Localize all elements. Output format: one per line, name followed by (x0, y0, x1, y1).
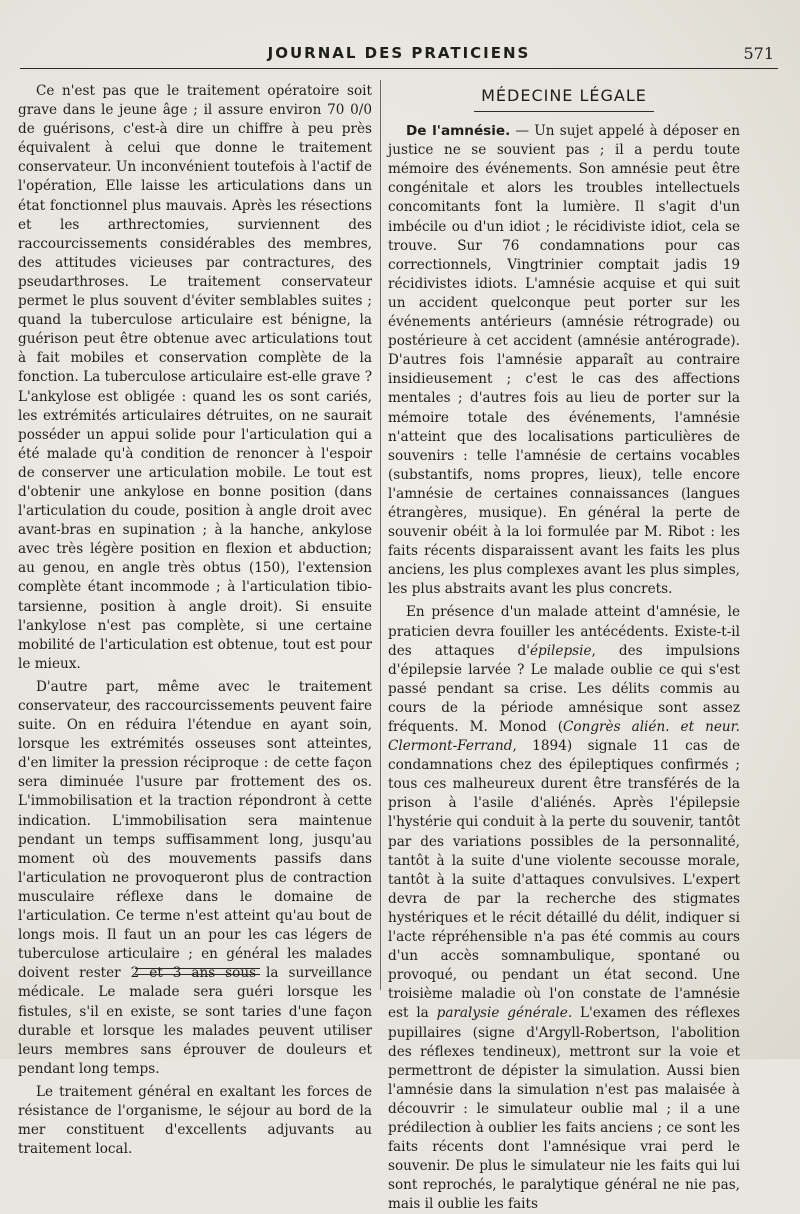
column-divider (380, 80, 381, 990)
text-run: En présence d'un malade atteint d'amnésie, le praticien devra fouiller les antécédents. Existe-t-il des attaques d' (388, 604, 740, 659)
page-number: 571 (743, 44, 774, 63)
running-header (20, 44, 778, 72)
journal-title: JOURNAL DES PRATICIENS (267, 44, 531, 62)
paragraph-amnesia-diagnosis (388, 603, 740, 1214)
article-title: De l'amnésie. (406, 123, 511, 140)
text-run: , 1894) signale 11 cas de condamnations chez des épileptiques confirmés ; tous ces malheureux durent être transférés de la prison à l'asile d'aliénés. Après l'épilepsie l'hystérie qui conduit à la perte du souvenir, tantôt par des variations possibles de la personnalité, tantôt à la suite d'une violente secousse morale, tantôt à la suite d'attaques convulsives. L'expert devra de par la recherche des stigmates hystériques et le récit détaillé du délit, indiquer si l'acte répréhensible n'a pas été commis au cours d'un accès somnambulique, spontané ou provoqué, ou pendant un état second. Une troisième maladie où l'on constate de l'amnésie est la (388, 738, 740, 1022)
header-rule (20, 68, 778, 69)
left-column (18, 82, 372, 1159)
paragraph-amnesia-text: — Un sujet appelé à déposer en justice ne se souvient pas ; il a perdu toute mémoire des événements. Son amnésie peut être congénitale et alors les troubles intellectuels concomitants font la lumière. Il s'agit d'un imbécile ou d'un idiot ; le récidiviste idiot, cela se trouve. Sur 76 condamnations pour cas correctionnels, Vingtrinier comptait jadis 19 récidivistes idiots. L'amnésie acquise et qui suit un accident quelconque peut porter sur les événements antérieurs (amnésie rétrograde) ou postérieure à cet accident (amnésie antérograde). D'autres fois l'amnésie apparaît au contraire insidieusement ; c'est le cas des affections mentales ; d'autres fois au lieu de porter sur la mémoire totale des événements, l'amnésie n'atteint que des localisations particulières de souvenirs : telle l'amnésie de certains vocables (substantifs, noms propres, lieux), telle encore l'amnésie de certaines connaissances (langues étrangères, musique). En général la perte de souvenir obéit à la loi formulée par M. Ribot : les faits récents disparaissent avant les faits les plus anciens, les plus complexes avant les plus simples, les plus abstraits avant les plus concrets. (388, 123, 740, 598)
paragraph-shortening: D'autre part, même avec le traitement conservateur, des raccourcissements peuvent faire suite. On en réduira l'étendue en ayant soin, lorsque les extrémités osseuses sont atteintes, d'en limiter la pression réciproque : de cette façon sera diminuée l'usure par frottement des os. L'immobilisation et la traction répondront à cette indication. L'immobilisation sera maintenue pendant un temps suffisamment long, jusqu'au moment où des mouvements passifs dans l'articulation ne provoqueront plus de contraction musculaire réflexe dans le domaine de l'articulation. Ce terme n'est atteint qu'au bout de longs mois. Il faut un an pour les cas légers de tuberculose articulaire ; en général les malades doivent rester 2 et 3 ans sous la surveillance médicale. Le malade sera guéri lorsque les fistules, s'il en existe, se sont taries d'une façon durable et lorsque les malades peuvent utiliser leurs membres sans éprouver de douleurs et pendant long temps. (18, 678, 372, 1077)
right-column (388, 82, 740, 1214)
section-rule (474, 111, 654, 112)
article-end-rule (135, 968, 260, 975)
italic-term: paralysie générale (436, 1005, 568, 1022)
text-run: , des impulsions d'épilepsie larvée ? Le malade oublie ce qui s'est passé pendant sa crise. Les délits commis au cours de la période amnésique sont assez fréquents. M. Monod ( (388, 642, 741, 735)
italic-citation: Congrès alién. et neur. Clermont-Ferrand (388, 719, 740, 755)
section-title: MÉDECINE LÉGALE (481, 86, 647, 105)
text-run: . L'examen des réflexes pupillaires (signe d'Argyll-Robertson, l'abolition des réflexes tendineux), mettront sur la voie et permettront de dépister la simulation. Aussi bien l'amnésie dans la simulation n'est pas malaisée à découvrir : le simulateur oublie mal ; il a une prédilection à oublier les faits anciens ; ce sont les faits récents dont l'amnésique vrai perd le souvenir. De plus le simulateur nie les faits qui lui sont reprochés, le paralytique général ne nie pas, mais il oublie les faits (388, 1005, 741, 1213)
paragraph-general-treatment: Le traitement général en exaltant les forces de résistance de l'organisme, le séjour au bord de la mer constituent d'excellents adjuvants au traitement local. (18, 1083, 372, 1158)
italic-term: épilepsie (529, 642, 592, 659)
paragraph-treatment: Ce n'est pas que le traitement opératoire soit grave dans le jeune âge ; il assure environ 70 0/0 de guérisons, c'est-à dire un chiffre à peu près équivalent à celui que donne le traitement conservateur. Un inconvénient toutefois à l'actif de l'opération, Elle laisse les articulations dans un état fonctionnel plus mauvais. Après les résections et les arthrectomies, surviennent des raccourcissements considérables des membres, des attitudes vicieuses par contractures, des pseudarthroses. Le traitement conservateur permet le plus souvent d'éviter semblables suites ; quand la tuberculose articulaire est bénigne, la guérison peut être obtenue avec articulations tout à fait mobiles et conservation complète de la fonction. La tuberculose articulaire est-elle grave ? L'ankylose est obligée : quand les os sont cariés, les extrémités articulaires détruites, on ne saurait posséder un appui solide pour l'articulation qui a été malade qu'à condition de renoncer à l'espoir de conserver une articulation mobile. Le tout est d'obtenir une ankylose en bonne position (dans l'articulation du coude, position à angle droit avec avant-bras en supination ; à la hanche, ankylose avec très légère position en flexion et abduction; au genou, en angle très obtus (150), l'extension complète étant incommode ; à l'articulation tibio-tarsienne, position à angle droit). Si ensuite l'ankylose n'est pas complète, si une certaine mobilité de l'articulation est obtenue, tout est pour le mieux. (18, 83, 372, 672)
paragraph-amnesia-intro (388, 122, 740, 599)
